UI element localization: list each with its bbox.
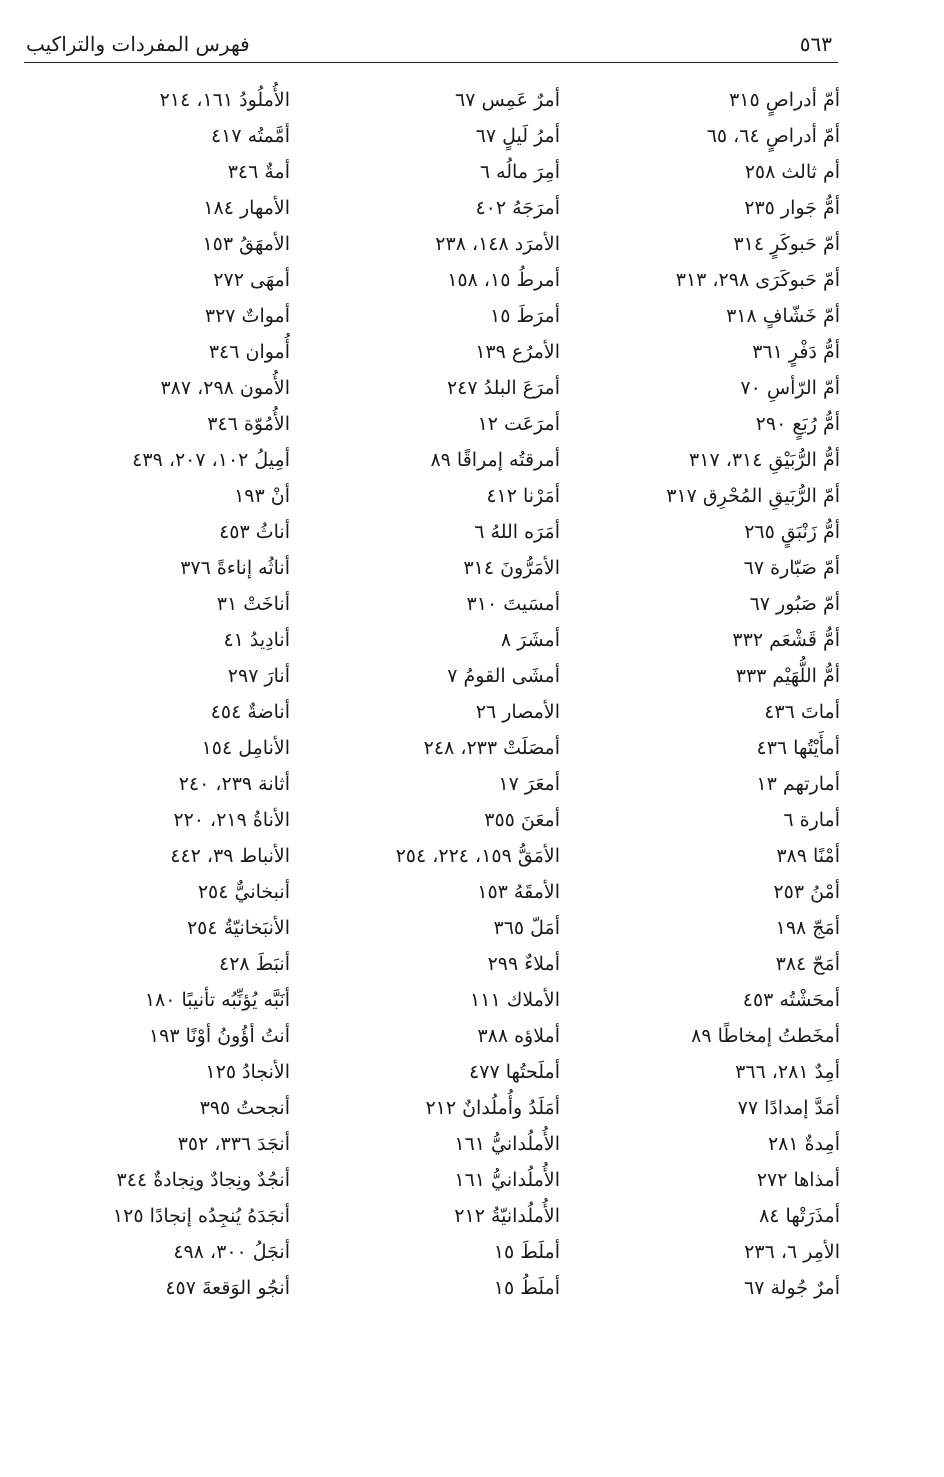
index-entry: أمّ أدراصٍ ٣١٥	[729, 89, 840, 111]
index-entry: أنَبَّه يُؤنِّبُه تأنيبًا ١٨٠	[144, 989, 290, 1011]
index-entry: أماتَ ٤٣٦	[764, 701, 840, 723]
index-entry: أنْ ١٩٣	[234, 485, 290, 507]
index-entry: أملَطَ ١٥	[493, 1241, 560, 1263]
index-entry: أمشَرَ ٨	[500, 629, 560, 651]
index-entry: أناثُه إناءةً ٣٧٦	[180, 557, 290, 579]
page-header	[24, 30, 838, 63]
index-entry: أملاءٌ ٢٩٩	[487, 953, 560, 975]
index-column-middle	[300, 82, 560, 1306]
index-entry: أمارتهم ١٣	[756, 773, 840, 795]
index-entry: الأنباط ٣٩، ٤٤٢	[170, 845, 290, 867]
index-entry: الأمصار ٢٦	[475, 701, 560, 723]
index-entry: أنارَ ٢٩٧	[227, 665, 290, 687]
index-entry: أمذَرَتْها ٨٤	[759, 1205, 840, 1227]
index-entry: أملَحتُها ٤٧٧	[469, 1061, 560, 1083]
index-entry: الأُملُدانيّةُ ٢١٢	[454, 1205, 560, 1227]
index-entry: أملَطُ ١٥	[493, 1277, 560, 1299]
index-entry: أمِدةٌ ٢٨١	[767, 1133, 840, 1155]
index-entry: أم ثالث ٢٥٨	[744, 161, 840, 183]
index-entry: الأمهَقُ ١٥٣	[202, 233, 290, 255]
index-entry: أمَدَّ إمدادًا ٧٧	[737, 1097, 840, 1119]
index-entry: أمرٌ عَمِس ٦٧	[455, 89, 560, 111]
index-entry: أمحَشْتُه ٤٥٣	[742, 989, 840, 1011]
index-entry: أمَجّ ١٩٨	[775, 917, 840, 939]
running-title: فهرس المفردات والتراكيب	[26, 32, 250, 56]
index-entry: الأنبَخانيّةُ ٢٥٤	[186, 917, 290, 939]
index-entry: الأُملُدانيُّ ١٦١	[454, 1133, 560, 1155]
index-entry: أنادِيدُ ٤١	[223, 629, 290, 651]
index-entry: أمَّمتُه ٤١٧	[210, 125, 290, 147]
index-entry: أمّ صَبُور ٦٧	[749, 593, 840, 615]
index-entry: الأُمون ٢٩٨، ٣٨٧	[160, 377, 290, 399]
index-entry: أنجُو الوَقعةَ ٤٥٧	[165, 1277, 290, 1299]
index-entry: أناخَتْ ٣١	[216, 593, 290, 615]
index-entry: أناضةٌ ٤٥٤	[210, 701, 290, 723]
index-entry: أمّ حَبوكَرَى ٢٩٨، ٣١٣	[675, 269, 840, 291]
index-entry: أمرَجَهُ ٤٠٢	[475, 197, 560, 219]
index-entry: أمهَى ٢٧٢	[213, 269, 290, 291]
index-entry: أمرَعَ البلدُ ٢٤٧	[446, 377, 560, 399]
index-entry: أمُّ الرُّبَيْقِ ٣١٤، ٣١٧	[689, 449, 840, 471]
index-entry: الأنامِل ١٥٤	[201, 737, 290, 759]
index-entry: أمِيلُ ١٠٢، ٢٠٧، ٤٣٩	[132, 449, 290, 471]
index-entry: أمرٌ جُولة ٦٧	[744, 1277, 840, 1299]
index-entry: أمُّ اللُّهَيْم ٣٣٣	[735, 665, 840, 687]
index-entry: أمصَلَتْ ٢٣٣، ٢٤٨	[423, 737, 560, 759]
index-entry: الأمَرُّونَ ٣١٤	[463, 557, 560, 579]
index-entry: أنجُدٌ ونِجادٌ ونِجادةٌ ٣٤٤	[116, 1169, 290, 1191]
index-entry: الأُمُوّة ٣٤٦	[207, 413, 290, 435]
index-entry: أمُّ جَوار ٢٣٥	[744, 197, 840, 219]
index-entry: الأمَقُّ ١٥٩، ٢٢٤، ٢٥٤	[395, 845, 560, 867]
index-columns	[60, 82, 840, 1312]
index-entry: الأملاك ١١١	[470, 989, 560, 1011]
index-entry: أمُّ دَفْرٍ ٣٦١	[752, 341, 840, 363]
index-entry: أمَلَدُ وأُملُدانٌ ٢١٢	[425, 1097, 560, 1119]
index-entry: أمّ حَبوكَرٍ ٣١٤	[733, 233, 840, 255]
index-entry: أمّ الرُّبَيقِ المُحْرِق ٣١٧	[666, 485, 840, 507]
index-entry: أمَحّ ٣٨٤	[775, 953, 840, 975]
index-entry: الأمرُع ١٣٩	[475, 341, 560, 363]
index-column-left	[60, 82, 290, 1306]
index-entry: أمُّ قَشْعَم ٣٣٢	[732, 629, 840, 651]
index-entry: أمرقتُه إمراقًا ٨٩	[430, 449, 560, 471]
index-entry: أمرَعَت ١٢	[477, 413, 560, 435]
index-entry: أمواتٌ ٣٢٧	[204, 305, 290, 327]
index-entry: أمشَى القومُ ٧	[447, 665, 560, 687]
index-entry: أنجحتُ ٣٩٥	[199, 1097, 290, 1119]
index-entry: أناثُ ٤٥٣	[219, 521, 290, 543]
index-entry: أمارة ٦	[783, 809, 840, 831]
index-entry: أملاؤه ٣٨٨	[477, 1025, 560, 1047]
page-number: ٥٦٣	[799, 32, 832, 56]
index-entry: أمَرْنا ٤١٢	[486, 485, 560, 507]
index-entry: أمِدٌ ٢٨١، ٣٦٦	[735, 1061, 840, 1083]
index-entry: أمّ الرّأسِ ٧٠	[740, 377, 840, 399]
index-entry: أمّ خَشّافٍ ٣١٨	[726, 305, 840, 327]
index-entry: أمِرَ مالُه ٦	[479, 161, 560, 183]
index-entry: الأنجادُ ١٢٥	[205, 1061, 290, 1083]
index-entry: أمخَطتُ إمخاطًا ٨٩	[691, 1025, 840, 1047]
index-entry: أنجَدَهُ يُنجِدُه إنجادًا ١٢٥	[112, 1205, 290, 1227]
index-entry: أنجَدَ ٣٣٦، ٣٥٢	[177, 1133, 290, 1155]
index-entry: أنتُ أؤُونُ أوْنًا ١٩٣	[148, 1025, 290, 1047]
index-entry: أمَرَه اللهُ ٦	[474, 521, 560, 543]
index-entry: الأمقَهُ ١٥٣	[477, 881, 560, 903]
index-entry: أمرطُ ١٥، ١٥٨	[447, 269, 560, 291]
index-entry: أمعَرَ ١٧	[498, 773, 560, 795]
index-entry: أمْنُ ٢٥٣	[773, 881, 840, 903]
index-entry: أُموان ٣٤٦	[208, 341, 290, 363]
index-entry: الأمِر ٦، ٢٣٦	[744, 1241, 840, 1263]
index-entry: أمرُ لَيلٍ ٦٧	[475, 125, 560, 147]
index-entry: أمعَنَ ٣٥٥	[484, 809, 560, 831]
index-entry: أمّ أدراصٍ ٦٤، ٦٥	[706, 125, 840, 147]
index-entry: أمسَيتَ ٣١٠	[466, 593, 560, 615]
index-entry: الأمرَد ١٤٨، ٢٣٨	[435, 233, 560, 255]
index-entry: الأمهار ١٨٤	[203, 197, 290, 219]
index-entry: أنبَطَ ٤٢٨	[219, 953, 290, 975]
index-entry: أنجَلُ ٣٠٠، ٤٩٨	[173, 1241, 290, 1263]
index-entry: أنبخانيٌّ ٢٥٤	[197, 881, 290, 903]
index-entry: الأناةُ ٢١٩، ٢٢٠	[173, 809, 290, 831]
index-entry: أمّ صَبّارة ٦٧	[743, 557, 840, 579]
index-entry: أثانة ٢٣٩، ٢٤٠	[178, 773, 290, 795]
index-entry: أمةٌ ٣٤٦	[227, 161, 290, 183]
index-entry: أمْنًا ٣٨٩	[776, 845, 840, 867]
index-entry: أمَلّ ٣٦٥	[493, 917, 560, 939]
index-column-right	[580, 82, 840, 1306]
index-entry: أمرَطَ ١٥	[490, 305, 560, 327]
index-entry: أمأَيْتُها ٤٣٦	[756, 737, 840, 759]
index-entry: أمذاها ٢٧٢	[756, 1169, 840, 1191]
index-entry: الأُملُودُ ١٦١، ٢١٤	[159, 89, 290, 111]
index-entry: الأُملُدانيُّ ١٦١	[454, 1169, 560, 1191]
index-entry: أمُّ رُبَعٍ ٢٩٠	[755, 413, 840, 435]
index-entry: أمُّ زَنْبَقٍ ٢٦٥	[744, 521, 840, 543]
